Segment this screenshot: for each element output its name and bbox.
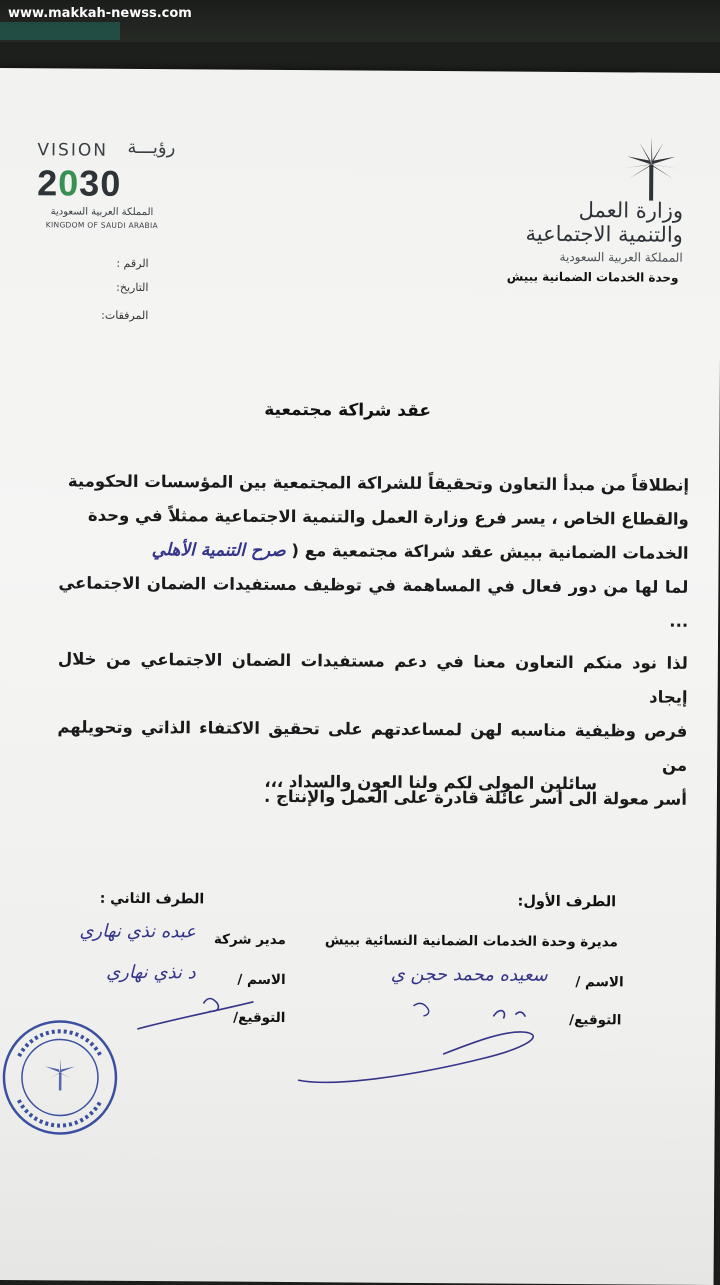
- ref-number-label: الرقم :: [116, 256, 149, 271]
- party1-name-label: الاسم /: [575, 974, 624, 991]
- paragraph-1-line: والقطاع الخاص ، يسر فرع وزارة العمل والتنمية الاجتماعية ممثلاً في وحدة: [87, 505, 689, 529]
- paragraph-1: [58, 464, 689, 638]
- palm-tree-icon: [619, 134, 683, 202]
- watermark: www.makkah-newss.com: [8, 6, 192, 21]
- party2-name-handwritten: د نذي نهاري: [106, 961, 196, 984]
- paragraph-1-line: لما لها من دور فعال في المساهمة في توظيف مستفيدات الضمان الاجتماعي ...: [58, 573, 689, 631]
- party2-sign-label: التوقيع/: [233, 1009, 286, 1027]
- party2-heading: الطرف الثاني :: [99, 890, 205, 908]
- paragraph-1-line: [59, 532, 689, 570]
- ministry-name-line2: والتنمية الاجتماعية: [525, 221, 683, 247]
- ministry-stamp: [0, 1016, 121, 1139]
- party1-name-handwritten: سعيده محمد حجن ي: [390, 963, 548, 986]
- document-page: [0, 68, 720, 1285]
- vision-year: 2030: [37, 162, 122, 204]
- vision-en-text: VISION: [37, 140, 109, 161]
- ministry-logo: [483, 133, 684, 284]
- party2-signature: [133, 989, 263, 1040]
- background-top-bar: [0, 0, 720, 42]
- paragraph-2-line: فرص وظيفية مناسبه لهن لمساعدتهم على تحقيق الاكتفاء الذاتي وتحويلهم من: [57, 717, 688, 775]
- paragraph-1-line-part: الخدمات الضمانية ببيش عقد شراكة مجتمعية مع (: [291, 541, 689, 563]
- paragraph-2-line: أسر معولة الى أسر عائلة قادرة على العمل والإنتاج .: [263, 786, 687, 809]
- party1-role: مديرة وحدة الخدمات الضمانية النسائية ببيش: [324, 932, 618, 951]
- party2-role-handwritten: عبده نذي نهاري: [79, 920, 197, 943]
- background-strip: [0, 22, 120, 40]
- kingdom-en: KINGDOM OF SAUDI ARABIA: [45, 220, 158, 231]
- ref-date-label: التاريخ:: [116, 280, 149, 295]
- kingdom-ar: المملكة العربية السعودية: [50, 206, 154, 219]
- party1-heading: الطرف الأول:: [517, 893, 617, 911]
- handwritten-partner-name: صرح التنمية الأهلي: [151, 540, 286, 562]
- party1-signature: [293, 995, 574, 1097]
- party2-name-label: الاسم /: [237, 971, 286, 989]
- party2-role-label: مدير شركة: [213, 931, 286, 949]
- vision-ar-text: رؤيـــة: [127, 136, 176, 159]
- document-title: عقد شراكة مجتمعية: [264, 399, 432, 422]
- unit-name: وحدة الخدمات الضمانية ببيش: [506, 269, 679, 285]
- ministry-country: المملكة العربية السعودية: [559, 249, 683, 265]
- ministry-name-line1: وزارة العمل: [578, 198, 684, 223]
- paragraph-1-line: إنطلاقاً من مبدأ التعاون وتحقيقاً للشراكة المجتمعية بين المؤسسات الحكومية: [67, 471, 690, 495]
- paragraph-2-line: لذا نود منكم التعاون معنا في دعم مستفيدات الضمان الاجتماعي من خلال إيجاد: [57, 649, 688, 707]
- vision-2030-logo: [37, 136, 178, 231]
- party1-sign-label: التوقيع/: [569, 1011, 622, 1029]
- ref-attachments-label: المرفقات:: [101, 308, 149, 323]
- closing-line: سائلين المولى لكم ولنا العون والسداد ،،،: [264, 771, 598, 794]
